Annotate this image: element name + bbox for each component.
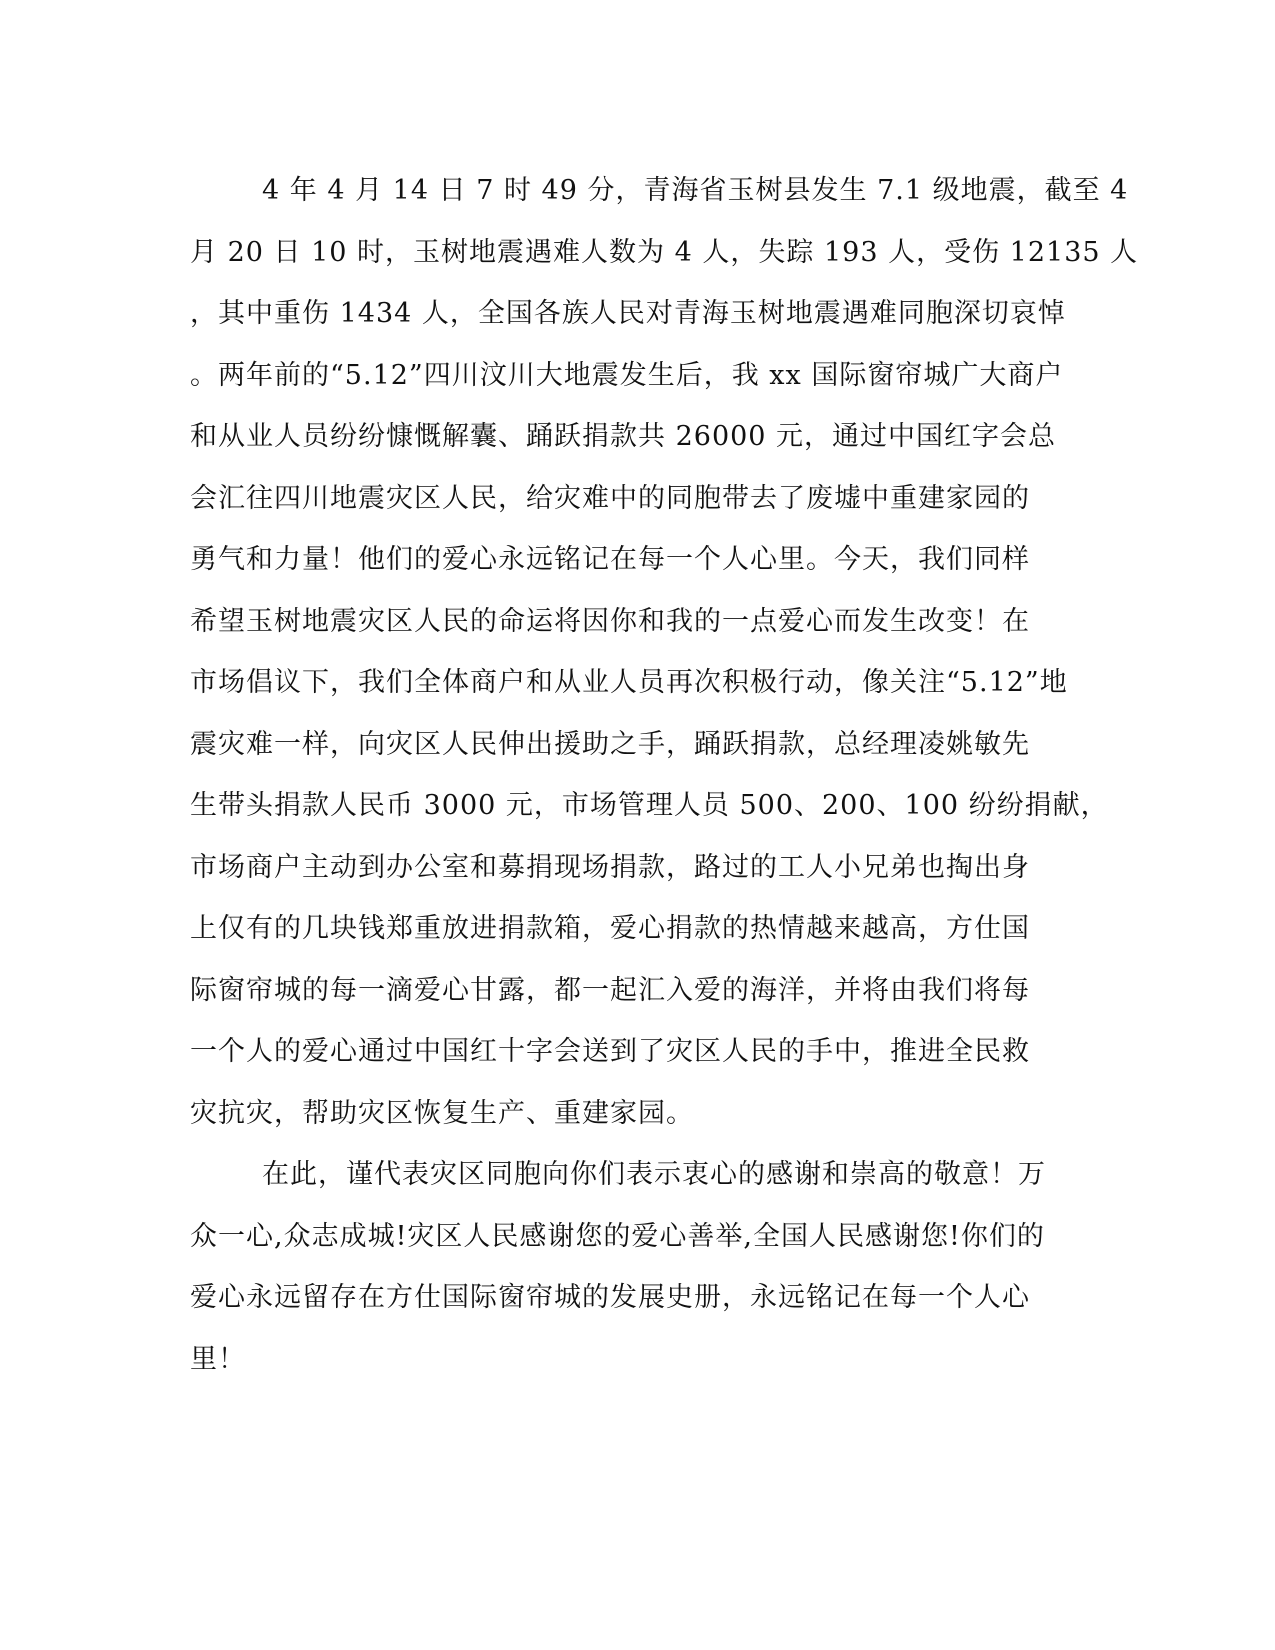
text-line: 月 20 日 10 时，玉树地震遇难人数为 4 人，失踪 193 人，受伤 12135 人 <box>190 236 1139 268</box>
text-line: 一个人的爱心通过中国红十字会送到了灾区人民的手中，推进全民救 <box>190 1036 1030 1067</box>
text-line: 际窗帘城的每一滴爱心甘露，都一起汇入爱的海洋，并将由我们将每 <box>190 974 1030 1006</box>
text-line: 里！ <box>190 1343 246 1375</box>
text-line: 会汇往四川地震灾区人民，给灾难中的同胞带去了废墟中重建家园的 <box>190 482 1030 514</box>
text-line: 灾抗灾，帮助灾区恢复生产、重建家园。 <box>190 1097 694 1129</box>
text-line: 众一心,众志成城!灾区人民感谢您的爱心善举,全国人民感谢您!你们的 <box>190 1220 1045 1252</box>
text-line: 希望玉树地震灾区人民的命运将因你和我的一点爱心而发生改变！在 <box>190 605 1030 637</box>
text-line: 上仅有的几块钱郑重放进捐款箱，爱心捐款的热情越来越高，方仕国 <box>190 913 1030 944</box>
text-line: 。两年前的“5.12”四川汶川大地震发生后，我 xx 国际窗帘城广大商户 <box>190 359 1064 391</box>
text-line: 和从业人员纷纷慷慨解囊、踊跃捐款共 26000 元，通过中国红字会总 <box>190 421 1057 452</box>
paragraph-1 <box>190 160 1139 1144</box>
document-body <box>190 160 1139 1390</box>
text-line: 震灾难一样，向灾区人民伸出援助之手，踊跃捐款，总经理凌姚敏先 <box>190 728 1030 760</box>
text-line: ，其中重伤 1434 人，全国各族人民对青海玉树地震遇难同胞深切哀悼 <box>190 298 1066 329</box>
text-line: 生带头捐款人民币 3000 元，市场管理人员 500、200、100 纷纷捐献， <box>190 790 1109 821</box>
text-line: 4 年 4 月 14 日 7 时 49 分，青海省玉树县发生 7.1 级地震，截至 4 <box>262 175 1129 206</box>
text-line: 市场倡议下，我们全体商户和从业人员再次积极行动，像关注“5.12”地 <box>190 667 1068 698</box>
text-line: 勇气和力量！他们的爱心永远铭记在每一个人心里。今天，我们同样 <box>190 544 1030 575</box>
text-line: 爱心永远留存在方仕国际窗帘城的发展史册，永远铭记在每一个人心 <box>190 1282 1030 1313</box>
text-line: 在此，谨代表灾区同胞向你们表示衷心的感谢和崇高的敬意！万 <box>262 1159 1046 1190</box>
text-line: 市场商户主动到办公室和募捐现场捐款，路过的工人小兄弟也掏出身 <box>190 851 1030 883</box>
paragraph-2 <box>190 1144 1090 1390</box>
